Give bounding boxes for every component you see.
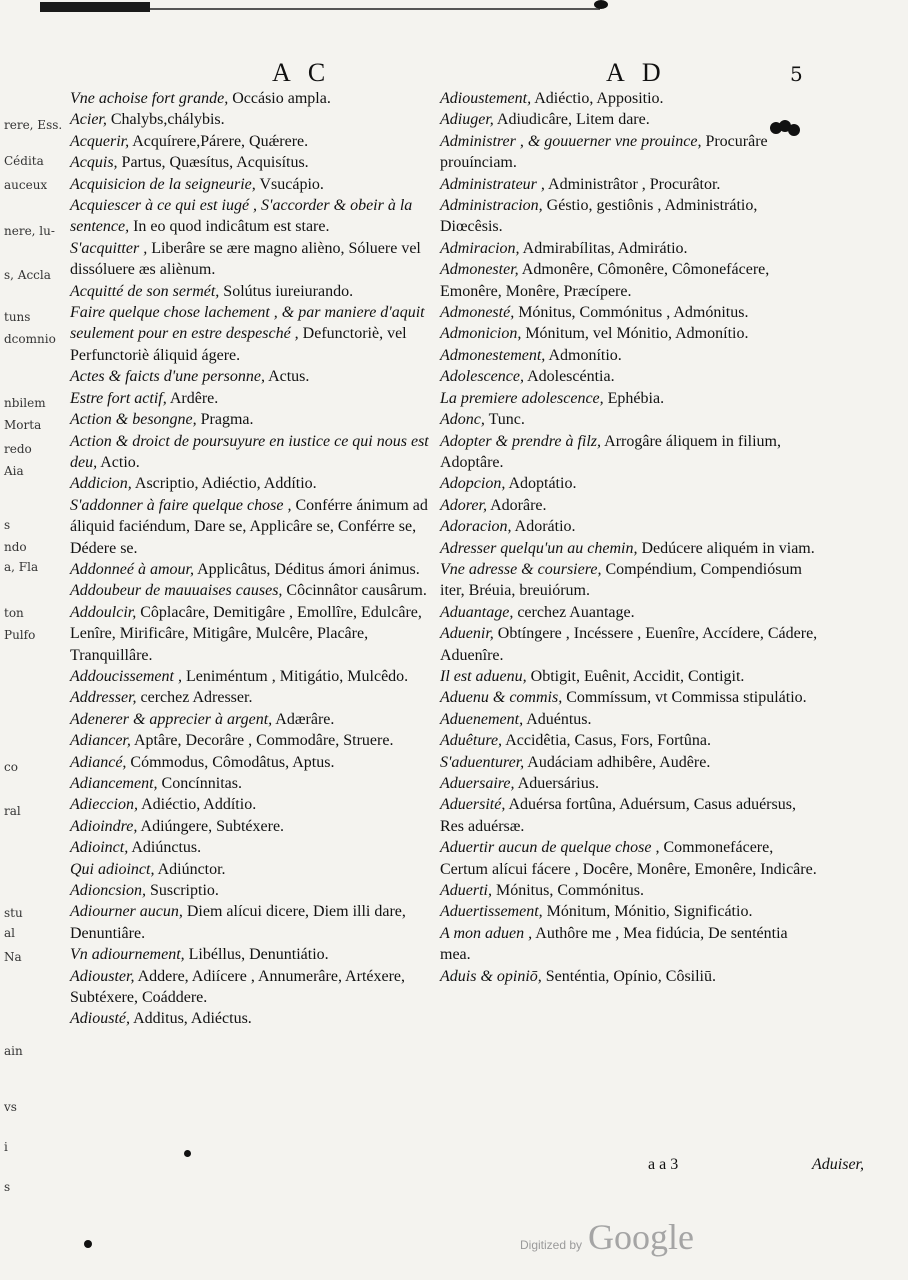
latin-gloss: Commíssum, vt Commissa stipulátio. xyxy=(566,689,807,707)
dictionary-entry xyxy=(440,174,820,195)
latin-gloss: Vsucápio. xyxy=(259,175,324,193)
french-headword: Aduersité, xyxy=(440,796,506,814)
latin-gloss: Adolescéntia. xyxy=(527,368,615,386)
watermark-prefix: Digitized by xyxy=(520,1238,583,1252)
latin-gloss: Chalybs,chálybis. xyxy=(110,111,225,129)
latin-gloss: Adiéctio, Appositio. xyxy=(534,90,664,107)
top-black-bar xyxy=(40,2,150,12)
top-thin-rule xyxy=(150,8,600,10)
french-headword: Adiuger, xyxy=(440,111,494,129)
dictionary-entry xyxy=(440,388,820,409)
latin-gloss: Adiudicâre, Litem dare. xyxy=(496,111,650,129)
ink-blob xyxy=(594,0,608,9)
latin-gloss: Côcinnâtor causârum. xyxy=(286,582,427,600)
dictionary-entry xyxy=(70,109,450,130)
french-headword: Action & droict de poursuyure en iustice ce qui nous est deu, xyxy=(70,432,429,471)
dictionary-entry xyxy=(70,901,450,944)
dictionary-entry xyxy=(70,1008,450,1029)
latin-gloss: Adiúnctor. xyxy=(157,860,226,878)
top-edge-rule xyxy=(40,0,600,12)
gutter-fragment: nere, lu- xyxy=(4,224,55,238)
dictionary-entry xyxy=(70,666,450,687)
left-column xyxy=(70,88,450,1030)
french-headword: Vne achoise fort grande, xyxy=(70,90,229,107)
french-headword: Administrer , & gouuerner vne prouince, xyxy=(440,132,702,150)
french-headword: Acquerir, xyxy=(70,132,130,150)
french-headword: Adenerer & apprecier à argent, xyxy=(70,710,273,728)
gutter-fragment: Cédita xyxy=(4,154,44,168)
dictionary-entry xyxy=(440,559,820,602)
french-headword: Adiouster, xyxy=(70,967,135,985)
latin-gloss: Mónitum, vel Mónitio, Admonítio. xyxy=(525,325,749,343)
gutter-fragment: s, Accla xyxy=(4,268,51,282)
latin-gloss: Ephébia. xyxy=(607,389,665,407)
gutter-fragment: stu xyxy=(4,906,23,920)
dictionary-entry xyxy=(440,109,820,130)
dictionary-entry xyxy=(440,431,820,474)
google-logo: Google xyxy=(588,1217,695,1257)
dictionary-entry xyxy=(440,323,820,344)
french-headword: Admiracion, xyxy=(440,239,520,257)
french-headword: Admonicion, xyxy=(440,325,522,343)
latin-gloss: Adiéctio, Addítio. xyxy=(141,796,257,814)
gutter-fragment: ton xyxy=(4,606,24,620)
french-headword: Adioinct, xyxy=(70,839,129,857)
latin-gloss: In eo quod indicâtum est stare. xyxy=(133,218,330,236)
latin-gloss: Mónitum, Mónitio, Significátio. xyxy=(546,903,753,921)
latin-gloss: Admirabílitas, Admirátio. xyxy=(522,239,688,257)
latin-gloss: Authôre me , Mea fidúcia, De senténtia mea. xyxy=(440,924,788,964)
dictionary-entry xyxy=(440,773,820,794)
latin-gloss: Defunctoriè, vel Perfunctoriè áliquid ágere. xyxy=(70,325,407,364)
latin-gloss: Partus, Quæsítus, Acquisítus. xyxy=(121,154,309,172)
french-headword: Adiancer, xyxy=(70,732,131,750)
latin-gloss: Mónitus, Commónitus. xyxy=(496,882,645,900)
dictionary-entry xyxy=(70,880,450,901)
dictionary-entry xyxy=(440,195,820,238)
dictionary-entry xyxy=(440,495,820,516)
dictionary-entry xyxy=(70,88,450,109)
french-headword: Vn adiournement, xyxy=(70,946,185,964)
gutter-fragment: auceux xyxy=(4,178,48,192)
dictionary-entry xyxy=(440,345,820,366)
latin-gloss: Actus. xyxy=(268,368,310,386)
dictionary-entry xyxy=(70,559,450,580)
dictionary-entry xyxy=(70,495,450,559)
gutter-fragment: redo xyxy=(4,442,32,456)
gutter-fragment: Morta xyxy=(4,418,42,432)
french-headword: Addoubeur de mauuaises causes, xyxy=(70,582,283,600)
french-headword: Adolescence, xyxy=(440,368,524,386)
gutter-fragment: s xyxy=(4,1180,11,1194)
latin-gloss: Côplacâre, Demitigâre , Emollîre, Edulcâre, Lenîre, Mirificâre, Mitigâre, Mulcêre, Placâre, Tranquillâre. xyxy=(70,603,422,664)
ink-dot-margin xyxy=(84,1240,92,1248)
gutter-fragment: s xyxy=(4,518,11,532)
ink-dot xyxy=(184,1150,191,1157)
latin-gloss: Ardêre. xyxy=(169,389,219,407)
latin-gloss: Concínnitas. xyxy=(161,775,242,792)
latin-gloss: Arrogâre áliquem in filium, Adoptâre. xyxy=(440,432,781,471)
latin-gloss: Admonêre, Cômonêre, Cômonefácere, Emonêre, Monêre, Præcípere. xyxy=(440,261,770,300)
french-headword: Aduerti, xyxy=(440,882,492,900)
dictionary-entry xyxy=(440,88,820,109)
french-headword: Aduêture, xyxy=(440,732,503,750)
latin-gloss: Mónitus, Commónitus , Admónitus. xyxy=(518,304,749,322)
dictionary-entry xyxy=(70,431,450,474)
latin-gloss: Solútus iureiurando. xyxy=(223,282,354,300)
french-headword: Acier, xyxy=(70,111,107,129)
dictionary-entry xyxy=(70,388,450,409)
french-headword: Adresser quelqu'un au chemin, xyxy=(440,539,638,557)
dictionary-entry xyxy=(70,966,450,1009)
latin-gloss: Pragma. xyxy=(200,411,254,429)
dictionary-entry xyxy=(70,281,450,302)
header-left: A C xyxy=(272,58,332,87)
dictionary-entry xyxy=(70,580,450,601)
latin-gloss: Audáciam adhibêre, Audêre. xyxy=(527,753,711,771)
french-headword: Acquiescer à ce qui est iugé , S'accorder & obeir à la sentence, xyxy=(70,197,413,236)
gutter-fragment: i xyxy=(4,1140,8,1154)
latin-gloss: Leniméntum , Mitigátio, Mulcêdo. xyxy=(185,667,409,685)
gutter-fragment: nbilem xyxy=(4,396,46,410)
latin-gloss: Tunc. xyxy=(488,411,525,429)
dictionary-entry xyxy=(440,623,820,666)
dictionary-entry xyxy=(70,152,450,173)
latin-gloss: Libéllus, Denuntiátio. xyxy=(188,946,329,964)
catchword: Aduiser, xyxy=(812,1156,864,1173)
dictionary-entry xyxy=(440,901,820,922)
gutter-fragment: vs xyxy=(4,1100,17,1114)
french-headword: Acquisicion de la seigneurie, xyxy=(70,175,256,193)
latin-gloss: Addere, Adiícere , Annumerâre, Artéxere, Subtéxere, Coáddere. xyxy=(70,967,406,1007)
gutter-fragment: Aia xyxy=(4,464,24,478)
latin-gloss: Procurâre prouínciam. xyxy=(440,132,768,172)
dictionary-entry xyxy=(440,602,820,623)
dictionary-entry xyxy=(70,730,450,751)
latin-gloss: Obtíngere , Incéssere , Euenîre, Accídere, Cádere, Aduenîre. xyxy=(440,625,818,664)
french-headword: Acquis, xyxy=(70,154,118,172)
latin-gloss: Aptâre, Decorâre , Commodâre, Struere. xyxy=(134,732,394,750)
latin-gloss: Adorátio. xyxy=(514,518,576,536)
dictionary-entry xyxy=(440,966,820,987)
dictionary-entry xyxy=(70,752,450,773)
right-column xyxy=(440,88,820,987)
latin-gloss: Aduérsa fortûna, Aduérsum, Casus aduérsus, Res aduérsæ. xyxy=(440,796,796,835)
latin-gloss: Adoptátio. xyxy=(508,475,577,493)
dictionary-entry xyxy=(70,195,450,238)
latin-gloss: Conférre ánimum ad áliquid faciéndum, Dare se, Applicâre se, Conférre se, Dédere se. xyxy=(70,496,428,557)
latin-gloss: Adiúnctus. xyxy=(131,839,202,857)
french-headword: Administrateur , xyxy=(440,175,545,193)
latin-gloss: cerchez Adresser. xyxy=(140,689,253,707)
dictionary-entry xyxy=(440,837,820,880)
french-headword: Estre fort actif, xyxy=(70,389,167,407)
dictionary-entry xyxy=(70,794,450,815)
gutter-fragment: ain xyxy=(4,1044,23,1058)
google-watermark xyxy=(520,1216,694,1258)
latin-gloss: Commonefácere, Certum alícui fácere , Docêre, Monêre, Emonêre, Indicâre. xyxy=(440,839,817,878)
french-headword: Il est aduenu, xyxy=(440,667,527,685)
dictionary-entry xyxy=(70,302,450,366)
french-headword: Faire quelque chose lachement , & par maniere d'aquit seulement pour en estre despesché , xyxy=(70,304,425,343)
dictionary-entry xyxy=(440,302,820,323)
french-headword: Adioindre, xyxy=(70,817,138,835)
dictionary-entry xyxy=(440,709,820,730)
latin-gloss: Adiúngere, Subtéxere. xyxy=(140,817,285,835)
previous-page-gutter xyxy=(0,100,63,1280)
french-headword: Aduis & opiniō, xyxy=(440,967,542,985)
french-headword: Addoucissement , xyxy=(70,667,182,685)
page-number: 5 xyxy=(790,62,803,86)
latin-gloss: Applicâtus, Déditus ámori ánimus. xyxy=(197,560,420,578)
latin-gloss: Compéndium, Compendiósum iter, Bréuia, breuiórum. xyxy=(440,560,802,600)
dictionary-entry xyxy=(440,238,820,259)
dictionary-entry xyxy=(70,944,450,965)
latin-gloss: cerchez Auantage. xyxy=(517,603,635,621)
french-headword: Admonester, xyxy=(440,261,519,279)
latin-gloss: Occásio ampla. xyxy=(232,90,331,107)
dictionary-entry xyxy=(70,174,450,195)
french-headword: Administracion, xyxy=(440,197,543,215)
latin-gloss: Actio. xyxy=(100,453,140,471)
latin-gloss: Accidêtia, Casus, Fors, Fortûna. xyxy=(505,732,711,750)
dictionary-entry xyxy=(440,473,820,494)
french-headword: Adiancé, xyxy=(70,753,127,771)
header-right: A D xyxy=(606,58,667,87)
dictionary-entry xyxy=(70,602,450,666)
french-headword: Aduertir aucun de quelque chose , xyxy=(440,839,660,857)
dictionary-entry xyxy=(70,409,450,430)
french-headword: La premiere adolescence, xyxy=(440,389,604,407)
dictionary-entry xyxy=(70,709,450,730)
latin-gloss: Diem alícui dicere, Diem illi dare, Denuntiâre. xyxy=(70,903,406,942)
french-headword: S'aduenturer, xyxy=(440,753,525,771)
latin-gloss: Administrâtor , Procurâtor. xyxy=(548,175,721,193)
french-headword: Aduertissement, xyxy=(440,903,543,921)
french-headword: S'addonner à faire quelque chose , xyxy=(70,496,292,514)
latin-gloss: Additus, Adiéctus. xyxy=(133,1010,252,1028)
dictionary-entry xyxy=(440,687,820,708)
gutter-fragment: a, Fla xyxy=(4,560,39,574)
latin-gloss: Aduéntus. xyxy=(526,710,592,728)
signature-mark: a a 3 xyxy=(648,1156,679,1173)
french-headword: Admonesté, xyxy=(440,304,515,322)
french-headword: Adorer, xyxy=(440,496,487,514)
gutter-fragment: Na xyxy=(4,950,22,964)
french-headword: Addonneé à amour, xyxy=(70,560,194,578)
latin-gloss: Acquírere,Párere, Quǽrere. xyxy=(132,132,309,150)
dictionary-entry xyxy=(440,666,820,687)
gutter-fragment: dcomnio xyxy=(4,332,56,346)
dictionary-entry xyxy=(440,880,820,901)
french-headword: Adoracion, xyxy=(440,518,512,536)
gutter-fragment: Pulfo xyxy=(4,628,36,642)
dictionary-entry xyxy=(440,752,820,773)
french-headword: Action & besongne, xyxy=(70,411,197,429)
dictionary-entry xyxy=(440,131,820,174)
gutter-fragment: tuns xyxy=(4,310,31,324)
dictionary-entry xyxy=(70,773,450,794)
french-headword: Adopter & prendre à filz, xyxy=(440,432,602,450)
french-headword: Aduenir, xyxy=(440,625,494,643)
latin-gloss: Senténtia, Opínio, Côsiliū. xyxy=(545,967,716,985)
latin-gloss: Dedúcere aliquém in viam. xyxy=(641,539,815,557)
french-headword: A mon aduen , xyxy=(440,924,533,942)
latin-gloss: Cómmodus, Cômodâtus, Aptus. xyxy=(130,753,335,771)
french-headword: Adioncsion, xyxy=(70,882,146,900)
dictionary-entry xyxy=(70,366,450,387)
latin-gloss: Liberâre se ære magno alièno, Sóluere vel dissóluere æs aliènum. xyxy=(70,239,421,279)
french-headword: Vne adresse & coursiere, xyxy=(440,560,602,578)
dictionary-entry xyxy=(440,730,820,751)
dictionary-entry xyxy=(70,859,450,880)
dictionary-entry xyxy=(440,923,820,966)
french-headword: Acquitté de son sermét, xyxy=(70,282,220,300)
latin-gloss: Obtigit, Euênit, Accidit, Contigit. xyxy=(530,667,745,685)
dictionary-entry xyxy=(440,409,820,430)
dictionary-entry xyxy=(70,837,450,858)
french-headword: Adieccion, xyxy=(70,796,138,814)
gutter-fragment: ndo xyxy=(4,540,27,554)
gutter-fragment: al xyxy=(4,926,15,940)
french-headword: S'acquitter , xyxy=(70,239,148,257)
latin-gloss: Suscriptio. xyxy=(150,882,219,900)
latin-gloss: Admonítio. xyxy=(548,346,622,364)
dictionary-entry xyxy=(440,794,820,837)
gutter-fragment: ral xyxy=(4,804,21,818)
french-headword: Admonestement, xyxy=(440,346,546,364)
dictionary-entry xyxy=(70,131,450,152)
latin-gloss: Adærâre. xyxy=(275,710,335,728)
dictionary-entry xyxy=(440,516,820,537)
dictionary-entry xyxy=(440,538,820,559)
latin-gloss: Aduersárius. xyxy=(517,775,599,792)
dictionary-entry xyxy=(70,238,450,281)
french-headword: Addresser, xyxy=(70,689,137,707)
dictionary-entry xyxy=(440,366,820,387)
french-headword: Aduenement, xyxy=(440,710,524,728)
french-headword: Actes & faicts d'une personne, xyxy=(70,368,265,386)
french-headword: Adonc, xyxy=(440,411,485,429)
french-headword: Adiancement, xyxy=(70,775,158,792)
french-headword: Qui adioinct, xyxy=(70,860,155,878)
dictionary-entry xyxy=(440,259,820,302)
french-headword: Aduenu & commis, xyxy=(440,689,563,707)
french-headword: Adiousté, xyxy=(70,1010,130,1028)
gutter-fragment: rere, Ess. xyxy=(4,118,63,132)
french-headword: Addicion, xyxy=(70,475,132,493)
french-headword: Adopcion, xyxy=(440,475,506,493)
latin-gloss: Ascriptio, Adiéctio, Addítio. xyxy=(134,475,317,493)
french-headword: Aduersaire, xyxy=(440,775,515,792)
dictionary-entry xyxy=(70,687,450,708)
french-headword: Adiourner aucun, xyxy=(70,903,183,921)
latin-gloss: Géstio, gestiônis , Administrátio, Diœcêsis. xyxy=(440,197,758,236)
french-headword: Addoulcir, xyxy=(70,603,137,621)
latin-gloss: Adorâre. xyxy=(490,496,547,514)
gutter-fragment: co xyxy=(4,760,18,774)
french-headword: Adioustement, xyxy=(440,90,532,107)
dictionary-entry xyxy=(70,473,450,494)
dictionary-entry xyxy=(70,816,450,837)
french-headword: Aduantage, xyxy=(440,603,514,621)
